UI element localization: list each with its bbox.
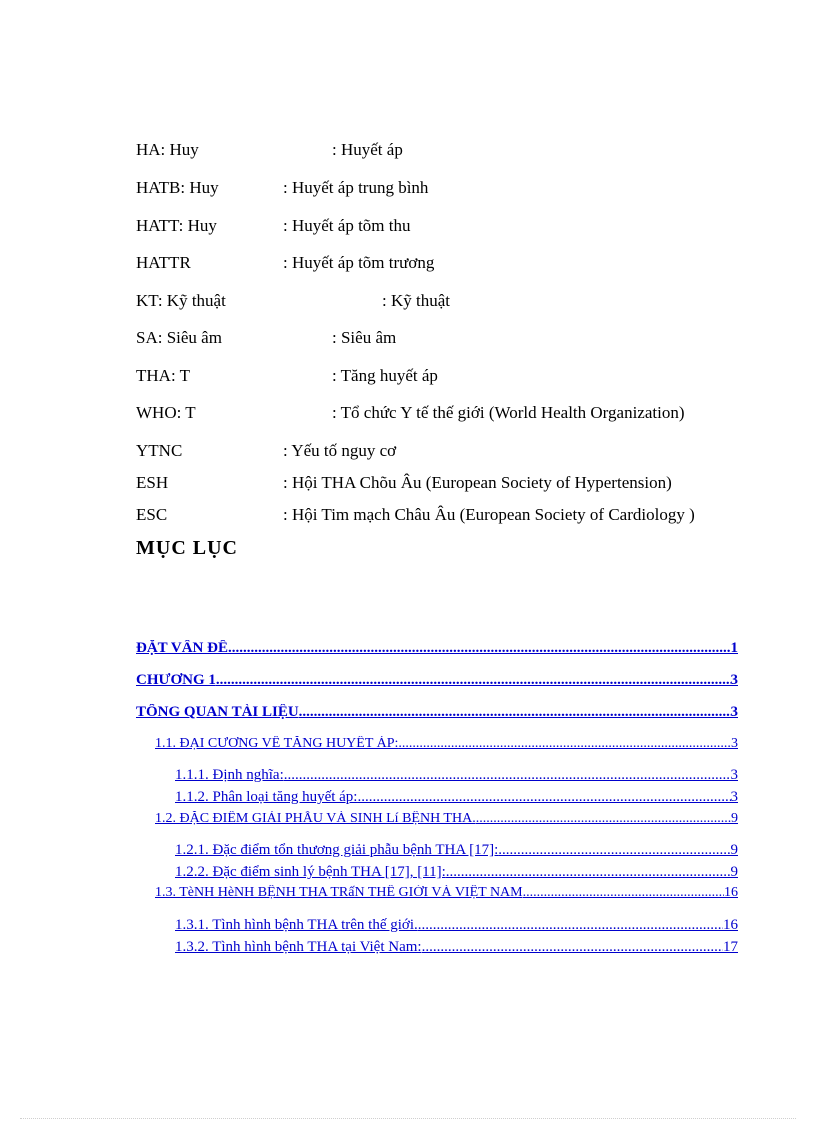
toc-entry-label: 1.3.1. Tình hình bệnh THA trên thế giới. bbox=[175, 917, 418, 933]
toc-entry-label: 1.2.2. Đặc điểm sinh lý bệnh THA [17], [11]: bbox=[175, 864, 446, 880]
toc-entry-page: 3 bbox=[730, 789, 738, 805]
abbreviation-term: THA: T bbox=[136, 366, 190, 385]
toc-entry-label: ĐẶT VẤN ĐỀ bbox=[136, 640, 228, 656]
toc-entry[interactable] bbox=[136, 704, 738, 721]
toc-entry[interactable] bbox=[175, 939, 738, 956]
abbreviation-definition: : Huyết áp tõm thu bbox=[283, 216, 411, 235]
toc-entry-page: 9 bbox=[730, 864, 738, 880]
abbreviation-definition: : Tổ chức Y tế thế giới (World Health Organization) bbox=[332, 403, 685, 422]
abbreviation-row bbox=[136, 328, 397, 348]
abbreviation-definition: : Tăng huyết áp bbox=[332, 366, 438, 385]
toc-entry-label: 1.3.2. Tình hình bệnh THA tại Việt Nam: bbox=[175, 939, 422, 955]
toc-entry-page: 3 bbox=[730, 704, 738, 720]
abbreviation-row bbox=[136, 291, 450, 311]
abbreviation-row bbox=[136, 366, 438, 386]
toc-entry-page: 9 bbox=[730, 842, 738, 858]
abbreviation-definition: : Kỹ thuật bbox=[382, 291, 450, 310]
toc-entry-label: 1.1.1. Định nghĩa: bbox=[175, 767, 284, 783]
toc-entry-label: CHƯƠNG 1 bbox=[136, 672, 216, 688]
toc-leader-dots bbox=[398, 736, 731, 752]
toc-entry-label: 1.1.2. Phân loại tăng huyết áp: bbox=[175, 789, 358, 805]
abbreviation-definition: : Huyết áp trung bình bbox=[283, 178, 429, 197]
toc-leader-dots bbox=[357, 789, 730, 806]
toc-entry-label: 1.3. TèNH HèNH BỆNH THA TRấN THẾ GIỚI VÀ VIỆT NAM bbox=[155, 885, 523, 900]
abbreviation-row bbox=[136, 216, 411, 236]
toc-entry[interactable] bbox=[136, 672, 738, 689]
abbreviation-term: KT: Kỹ thuật bbox=[136, 291, 226, 310]
toc-leader-dots bbox=[299, 704, 731, 721]
abbreviation-term: YTNC bbox=[136, 441, 183, 460]
toc-leader-dots bbox=[523, 885, 724, 901]
toc-entry[interactable] bbox=[175, 842, 738, 859]
abbreviation-term: HATTR bbox=[136, 253, 191, 272]
toc-entry-label: 1.2. ĐẶC ĐIỂM GIẢI PHẪU VÀ SINH Lí BỆNH THA. bbox=[155, 811, 476, 826]
toc-entry-page: 16 bbox=[723, 917, 738, 933]
toc-entry[interactable] bbox=[155, 811, 738, 827]
toc-entry-label: 1.1. ĐẠI CƯƠNG VỀ TĂNG HUYẾT ÁP: bbox=[155, 736, 399, 751]
abbreviation-definition: : Huyết áp bbox=[332, 140, 403, 159]
toc-entry-label: TỔNG QUAN TÀI LIỆU bbox=[136, 704, 299, 720]
abbreviation-term: ESC bbox=[136, 505, 168, 524]
abbreviation-row bbox=[136, 253, 435, 273]
abbreviation-definition: : Hội THA Chõu Âu (European Society of Hypertension) bbox=[283, 473, 672, 492]
abbreviation-term: HA: Huy bbox=[136, 140, 199, 159]
abbreviation-definition: : Hội Tim mạch Châu Âu (European Society of Cardiology ) bbox=[283, 505, 695, 524]
toc-leader-dots bbox=[284, 767, 731, 784]
toc-entry-label: 1.2.1. Đặc điểm tổn thương giải phẫu bệnh THA [17]: bbox=[175, 842, 499, 858]
abbreviation-term: ESH bbox=[136, 473, 169, 492]
toc-leader-dots bbox=[216, 672, 731, 689]
toc-entry-page: 17 bbox=[723, 939, 738, 955]
abbreviation-row bbox=[136, 505, 695, 525]
toc-leader-dots bbox=[228, 640, 731, 657]
toc-entry-page: 9 bbox=[731, 811, 738, 826]
abbreviation-definition: : Siêu âm bbox=[332, 328, 397, 347]
abbreviation-term: WHO: T bbox=[136, 403, 196, 422]
abbreviation-row bbox=[136, 140, 403, 160]
abbreviation-term: SA: Siêu âm bbox=[136, 328, 222, 347]
abbreviation-row bbox=[136, 441, 397, 461]
abbreviation-definition: : Yếu tố nguy cơ bbox=[283, 441, 397, 460]
toc-heading: MỤC LỤC bbox=[136, 537, 238, 559]
toc-entry-page: 1 bbox=[730, 640, 738, 656]
abbreviation-row bbox=[136, 473, 672, 493]
toc-entry-page: 16 bbox=[724, 885, 738, 900]
toc-entry-page: 3 bbox=[730, 672, 738, 688]
toc-entry-page: 3 bbox=[731, 736, 738, 751]
page-bottom-divider bbox=[20, 1118, 796, 1119]
toc-entry[interactable] bbox=[175, 789, 738, 806]
toc-entry[interactable] bbox=[155, 736, 738, 752]
toc-leader-dots bbox=[446, 864, 731, 881]
abbreviation-row bbox=[136, 178, 429, 198]
toc-entry[interactable] bbox=[155, 885, 738, 901]
toc-entry[interactable] bbox=[175, 917, 738, 934]
toc-entry[interactable] bbox=[175, 864, 738, 881]
abbreviation-row bbox=[136, 403, 685, 423]
abbreviation-term: HATB: Huy bbox=[136, 178, 219, 197]
abbreviation-term: HATT: Huy bbox=[136, 216, 217, 235]
toc-leader-dots bbox=[498, 842, 730, 859]
toc-leader-dots bbox=[422, 939, 723, 956]
toc-entry[interactable] bbox=[136, 640, 738, 657]
toc-leader-dots bbox=[418, 917, 723, 934]
toc-entry[interactable] bbox=[175, 767, 738, 784]
toc-entry-page: 3 bbox=[730, 767, 738, 783]
abbreviation-definition: : Huyết áp tõm trương bbox=[283, 253, 435, 272]
toc-leader-dots bbox=[476, 811, 731, 827]
